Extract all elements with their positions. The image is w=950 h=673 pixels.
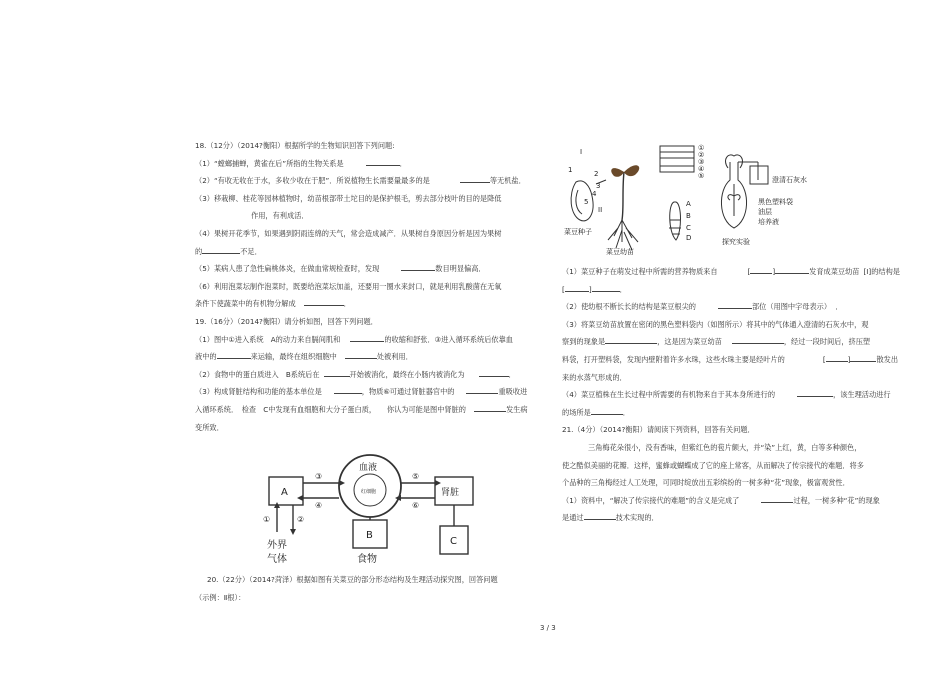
- beaker: [750, 166, 768, 184]
- q19-title: 19.（16分）（2014?衡阳）请分析如图，回答下列问题．: [195, 316, 378, 326]
- num-2: 2: [594, 170, 599, 178]
- q20-4: （4）菜豆植株在生长过程中所需要的有机物来自于其本身所进行的 ，该生理活动进行: [562, 386, 922, 404]
- label-a: A: [281, 487, 288, 498]
- label-b: B: [366, 530, 373, 541]
- answer-blank[interactable]: [304, 296, 344, 306]
- plant-in-flask: [728, 184, 740, 216]
- num-6: ⑥: [412, 501, 420, 510]
- answer-blank[interactable]: [850, 352, 876, 362]
- seedling-stem: [622, 172, 624, 220]
- label-kidney: 肾脏: [441, 488, 460, 498]
- q18-3: （3）移栽柳、桂花等园林植物时，幼苗根部带土坨目的是保护根毛，剪去部分枝叶的目的是降低: [195, 193, 502, 203]
- q19-3: （3）构成肾脏结构和功能的基本单位是 ，物质⑥可通过肾脏器官中的 重吸收进: [195, 383, 525, 401]
- answer-blank[interactable]: [345, 349, 377, 359]
- answer-blank[interactable]: [605, 334, 657, 344]
- num-5: ⑤: [412, 472, 420, 481]
- answer-blank[interactable]: [565, 282, 589, 292]
- q18-5: （5）某病人患了急性扁桃体炎，在做血常规检查时，发现 数目明显偏高．: [195, 260, 525, 278]
- label-oil: 油层: [758, 208, 772, 216]
- q20-line2: （示例：Ⅱ根）：: [195, 592, 246, 602]
- q21-material-2: 使之酷似美丽的花瓣．这样，蜜蜂或蝴蝶成了它的座上常客，从而解决了传宗接代的难题．将多: [562, 460, 864, 470]
- leaf-4: ④: [698, 165, 705, 173]
- page-number: 3 / 3: [540, 624, 556, 632]
- q18-4: （4）果树开花季节，如果遇到阴雨连绵的天气，常会造成减产．从果树自身原因分析是因为果树: [195, 228, 502, 238]
- num-3: ③: [315, 472, 323, 481]
- q21-title: 21.（4分）（2014?衡阳）请阅读下列资料，回答有关问题．: [562, 425, 755, 435]
- q20-1b: [ ] ．: [562, 281, 922, 299]
- answer-blank[interactable]: [591, 405, 623, 415]
- q20-3b: 察到的现象是 ，这是因为菜豆幼苗 ，经过一段时间后，挤压塑: [562, 333, 922, 351]
- label-food: 食物: [357, 554, 377, 565]
- answer-blank[interactable]: [797, 387, 833, 397]
- answer-blank[interactable]: [732, 334, 784, 344]
- label-bag: 黑色塑料袋: [758, 198, 793, 206]
- q20-1: （1）菜豆种子在萌发过程中所需的营养物质来自 [ ] 发育成菜豆幼苗 [Ⅰ]的结构是: [562, 263, 922, 281]
- leaf-section: [660, 146, 694, 172]
- leaf-3: ③: [698, 158, 705, 166]
- q19-2: （2）食物中的蛋白质进入 B系统后在 开始被消化，最终在小肠内被消化为 ．: [195, 366, 525, 384]
- answer-blank[interactable]: [350, 332, 384, 342]
- answer-blank[interactable]: [217, 349, 251, 359]
- cotyledon-right: [624, 165, 639, 176]
- seed-embryo: [576, 190, 582, 214]
- label-outside: 外界: [267, 540, 287, 551]
- q20-line1: 20.（22分）（2014?菏泽）根据如图有关菜豆的部分形态结构及生理活动探究图，回答问题: [207, 575, 498, 584]
- q20-intro: [195, 571, 498, 606]
- answer-blank[interactable]: [775, 264, 809, 274]
- answer-blank[interactable]: [826, 352, 848, 362]
- tip-A: A: [686, 200, 691, 208]
- label-seed: 菜豆种子: [564, 228, 592, 236]
- circulation-diagram: [255, 452, 480, 570]
- q19-1b: 液中的 来运输，最终在组织细胞中 处被利用．: [195, 348, 525, 366]
- num-5: 5: [584, 198, 589, 206]
- answer-blank[interactable]: [366, 156, 400, 166]
- answer-blank[interactable]: [324, 367, 350, 377]
- label-I: I: [580, 148, 583, 156]
- answer-blank[interactable]: [460, 173, 490, 183]
- q20-2: （2）使幼根不断长长的结构是菜豆根尖的 部位（用图中字母表示） ．: [562, 298, 922, 316]
- tip-B: B: [686, 212, 691, 220]
- label-gas: 气体: [267, 554, 287, 565]
- answer-blank[interactable]: [401, 261, 435, 271]
- tip-C: C: [686, 224, 691, 232]
- label-seedling: 菜豆幼苗: [606, 248, 634, 255]
- label-blood: 血液: [359, 463, 378, 473]
- q21-material-3: 个品种的三角梅经过人工处理，可同时绽放出五彩缤纷的一树多种“花”现象，极富观赏性．: [562, 478, 850, 488]
- q18-4b: 的 不足．: [195, 243, 525, 261]
- q18-6b: 条件下使蔬菜中的有机物分解成 ．: [195, 295, 525, 313]
- label-experiment: 探究实验: [722, 238, 750, 246]
- q18-6: （6）利用泡菜坛制作泡菜时，既要给泡菜坛加盖，还要用一圈水来封口，就是利用乳酸菌在无氧: [195, 281, 502, 291]
- label-rbc: 红细胞: [361, 489, 377, 495]
- label-lime: 澄清石灰水: [772, 176, 807, 184]
- leaf-1: ①: [698, 144, 705, 152]
- leaf-5: ⑤: [698, 172, 705, 180]
- arrowhead: [339, 480, 345, 486]
- q19-1: （1）图中①进入系统 A的动力来自膈间肌和 的收缩和舒张．③进入循环系统后依靠血: [195, 331, 525, 349]
- answer-blank[interactable]: [718, 299, 752, 309]
- q21-material-1: 三角梅花朵很小，没有香味，但紫红色的苞片颇大，并“染”上红，黄，白等多种颜色，: [588, 442, 862, 452]
- cotyledon-left: [611, 168, 624, 177]
- tip-D: D: [686, 234, 692, 242]
- bean-seed: [571, 181, 593, 221]
- q21-1b: 是通过 技术实现的．: [562, 509, 922, 527]
- answer-blank[interactable]: [474, 402, 506, 412]
- right-column: [562, 263, 922, 527]
- q21-1: （1）资料中，“解决了传宗接代的难题”的含义是完成了 过程，一树多种“花”的现象: [562, 492, 922, 510]
- num-3: 3: [596, 182, 601, 190]
- q20-3: （3）将菜豆幼苗放置在密闭的黑色塑料袋内（如图所示）将其中的气体通入澄清的石灰水中，观: [562, 319, 869, 329]
- q19-3c: 变所致．: [195, 422, 224, 432]
- bag: [726, 155, 743, 168]
- num-4: 4: [592, 190, 597, 198]
- answer-blank[interactable]: [584, 510, 616, 520]
- answer-blank[interactable]: [479, 367, 509, 377]
- answer-blank[interactable]: [592, 282, 620, 292]
- num-2: ②: [297, 515, 305, 524]
- q18-title: 18.（12分）（2014?衡阳）根据所学的生物知识回答下列问题:: [195, 141, 395, 150]
- answer-blank[interactable]: [334, 384, 362, 394]
- num-1: ①: [263, 515, 271, 524]
- answer-blank[interactable]: [466, 384, 498, 394]
- label-nutrient: 培养液: [758, 218, 779, 226]
- q18-2: （2）“有收无收在于水，多收少收在于肥”．所说植物生长需要量最多的是 等无机盐．: [195, 172, 525, 190]
- seedling-roots: [608, 220, 638, 250]
- arrowhead: [435, 480, 441, 486]
- q18-1: （1）“螳螂捕蝉，黄雀在后”所指的生物关系是 ．: [195, 155, 525, 173]
- q18-3b: 作用，有利成活．: [251, 211, 309, 221]
- q19-3b: 入循环系统． 检查 C中发现有血细胞和大分子蛋白质， 你认为可能是图中肾脏的 发生病: [195, 401, 525, 419]
- q20-3d: 来的水蒸气形成的．: [562, 372, 627, 382]
- arrowhead: [297, 495, 303, 501]
- arrowhead: [290, 529, 296, 535]
- num-1: 1: [568, 166, 573, 174]
- q20-3c: 料袋，打开塑料袋，发现内壁附着许多水珠，这些水珠主要是经叶片的 [ ] 散发出: [562, 351, 922, 369]
- q20-4b: 的场所是 ．: [562, 404, 922, 422]
- answer-blank[interactable]: [761, 493, 793, 503]
- bean-figure: [562, 140, 862, 255]
- leaf-2: ②: [698, 151, 705, 159]
- num-4: ④: [315, 501, 323, 510]
- answer-blank[interactable]: [202, 244, 240, 254]
- left-column: [195, 137, 528, 436]
- label-c: C: [450, 536, 457, 547]
- answer-blank[interactable]: [750, 264, 772, 274]
- label-II: II: [598, 206, 603, 214]
